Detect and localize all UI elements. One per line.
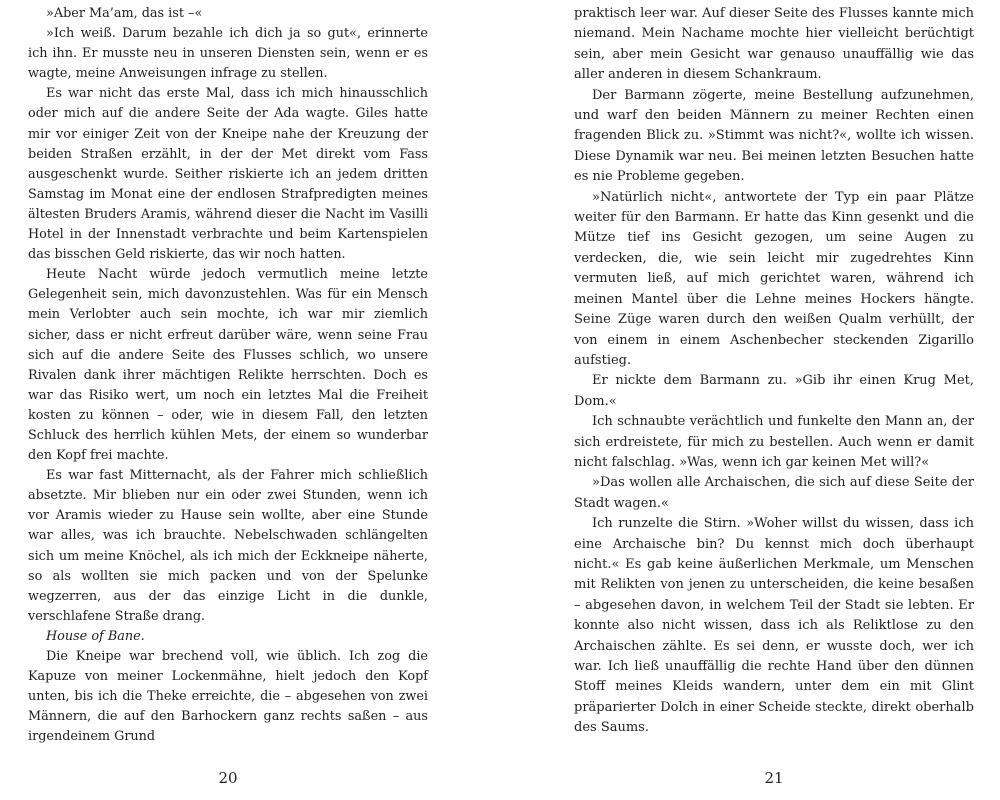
italic-sign-text: House of Bane.: [46, 628, 145, 644]
paragraph: Es war fast Mitternacht, als der Fahrer mich schließlich absetzte. Mir blieben nur ein oder zwei Stunden, wenn ich vor Aramis wieder zu Hause sein wollte, aber eine Stunde war alles, was ich brauchte. Nebelschwaden schlängelten sich um meine Knöchel, als ich mich der Eckkneipe näherte, so als wollten sie mich packen und von der Spelunke wegzerren, aus der das einzige Licht in die dunkle, verschlafene Straße drang.: [28, 468, 428, 624]
page-number-left: 20: [218, 769, 238, 787]
paragraph: Die Kneipe war brechend voll, wie üblich. Ich zog die Kapuze von meiner Lockenmähne, hielt jedoch den Kopf unten, bis ich die Theke erreichte, die – abgesehen von zwei Männern, die auf den Barhockern ganz rechts saßen – aus irgendeinem Grund: [28, 649, 428, 745]
paragraph-italic: [28, 627, 428, 647]
paragraph: Heute Nacht würde jedoch vermutlich meine letzte Gelegenheit sein, mich davonzustehlen. Was für ein Mensch mein Verlobter auch sein mochte, ich war mir ziemlich sicher, dass er nicht erfreut darüber wäre, wenn seine Frau sich auf die andere Seite des Flusses schlich, wo unsere Rivalen dank ihrer mächtigen Relikte herrschten. Doch es war das Risiko wert, um noch ein letztes Mal die Freiheit kosten zu können – oder, wie in diesem Fall, den letzten Schluck des herrlich kühlen Mets, der einem so wunderbar den Kopf frei machte.: [28, 267, 428, 464]
left-page-text: [28, 4, 428, 747]
paragraph: Ich runzelte die Stirn. »Woher willst du wissen, dass ich eine Archaische bin? Du kennst mich doch überhaupt nicht.« Es gab keine äußerlichen Merkmale, um Menschen mit Relikten von jenen zu unterscheiden, die keine besaßen – abgesehen davon, in welchem Teil der Stadt sie lebten. Er konnte also nicht wissen, dass ich als Reliktlose zu den Archaischen zählte. Es sei denn, er wusste doch, wer ich war. Ich ließ unauffällig die rechte Hand über den dünnen Stoff meines Kleids wandern, unter dem ein mit Glint präparierter Dolch in einer Scheide steckte, direkt oberhalb des Saums.: [574, 516, 974, 736]
paragraph: »Das wollen alle Archaischen, die sich auf diese Seite der Stadt wagen.«: [574, 475, 974, 511]
paragraph: »Natürlich nicht«, antwortete der Typ ein paar Plätze weiter für den Barmann. Er hatte das Kinn gesenkt und die Mütze tief ins Gesicht gezogen, um seine Augen zu verdecken, die, wie sein leicht mir zugedrehtes Kinn vermuten ließ, auf mich gerichtet waren, während ich meinen Mantel über die Lehne meines Hockers hängte. Seine Züge waren durch den weißen Qualm verhüllt, der von einem in einem Aschenbecher steckenden Zigarillo aufstieg.: [574, 189, 974, 368]
paragraph: Ich schnaubte verächtlich und funkelte den Mann an, der sich erdreistete, für mich zu bestellen. Auch wenn er damit nicht falschlag. »Was, wenn ich gar keinen Met will?«: [574, 414, 974, 470]
paragraph: »Ich weiß. Darum bezahle ich dich ja so gut«, erinnerte ich ihn. Er musste neu in unseren Diensten sein, wenn er es wagte, meine Anweisungen infrage zu stellen.: [28, 26, 428, 82]
paragraph: »Aber Ma’am, das ist –«: [46, 6, 203, 21]
paragraph: Es war nicht das erste Mal, dass ich mich hinausschlich oder mich auf die andere Seite der Ada wagte. Giles hatte mir vor einiger Zeit von der Kneipe nahe der Kreuzung der beiden Straßen erzählt, in der der Met direkt vom Fass ausgeschenkt wurde. Seither riskierte ich an jedem dritten Samstag im Monat eine der endlosen Strafpredigten meines ältesten Bruders Aramis, während dieser die Nacht im Vasilli Hotel in der Innenstadt verbrachte und beim Kartenspielen das bisschen Geld riskierte, das wir noch hatten.: [28, 86, 428, 263]
paragraph: Der Barmann zögerte, meine Bestellung aufzunehmen, und warf den beiden Männern zu meiner Rechten einen fragenden Blick zu. »Stimmt was nicht?«, wollte ich wissen. Diese Dynamik war neu. Bei meinen letzten Besuchen hatte es nie Probleme gegeben.: [574, 87, 974, 185]
right-page: [574, 0, 974, 800]
left-page: [28, 0, 428, 800]
page-number-right: 21: [764, 769, 784, 787]
right-page-text: [574, 4, 974, 739]
paragraph: Er nickte dem Barmann zu. »Gib ihr einen Krug Met, Dom.«: [574, 373, 974, 409]
paragraph-continued: praktisch leer war. Auf dieser Seite des Flusses kannte mich niemand. Mein Nachame mochte hier vielleicht berüchtigt sein, aber mein Gesicht war genauso unauffällig wie das aller anderen in diesem Schankraum.: [574, 6, 974, 83]
